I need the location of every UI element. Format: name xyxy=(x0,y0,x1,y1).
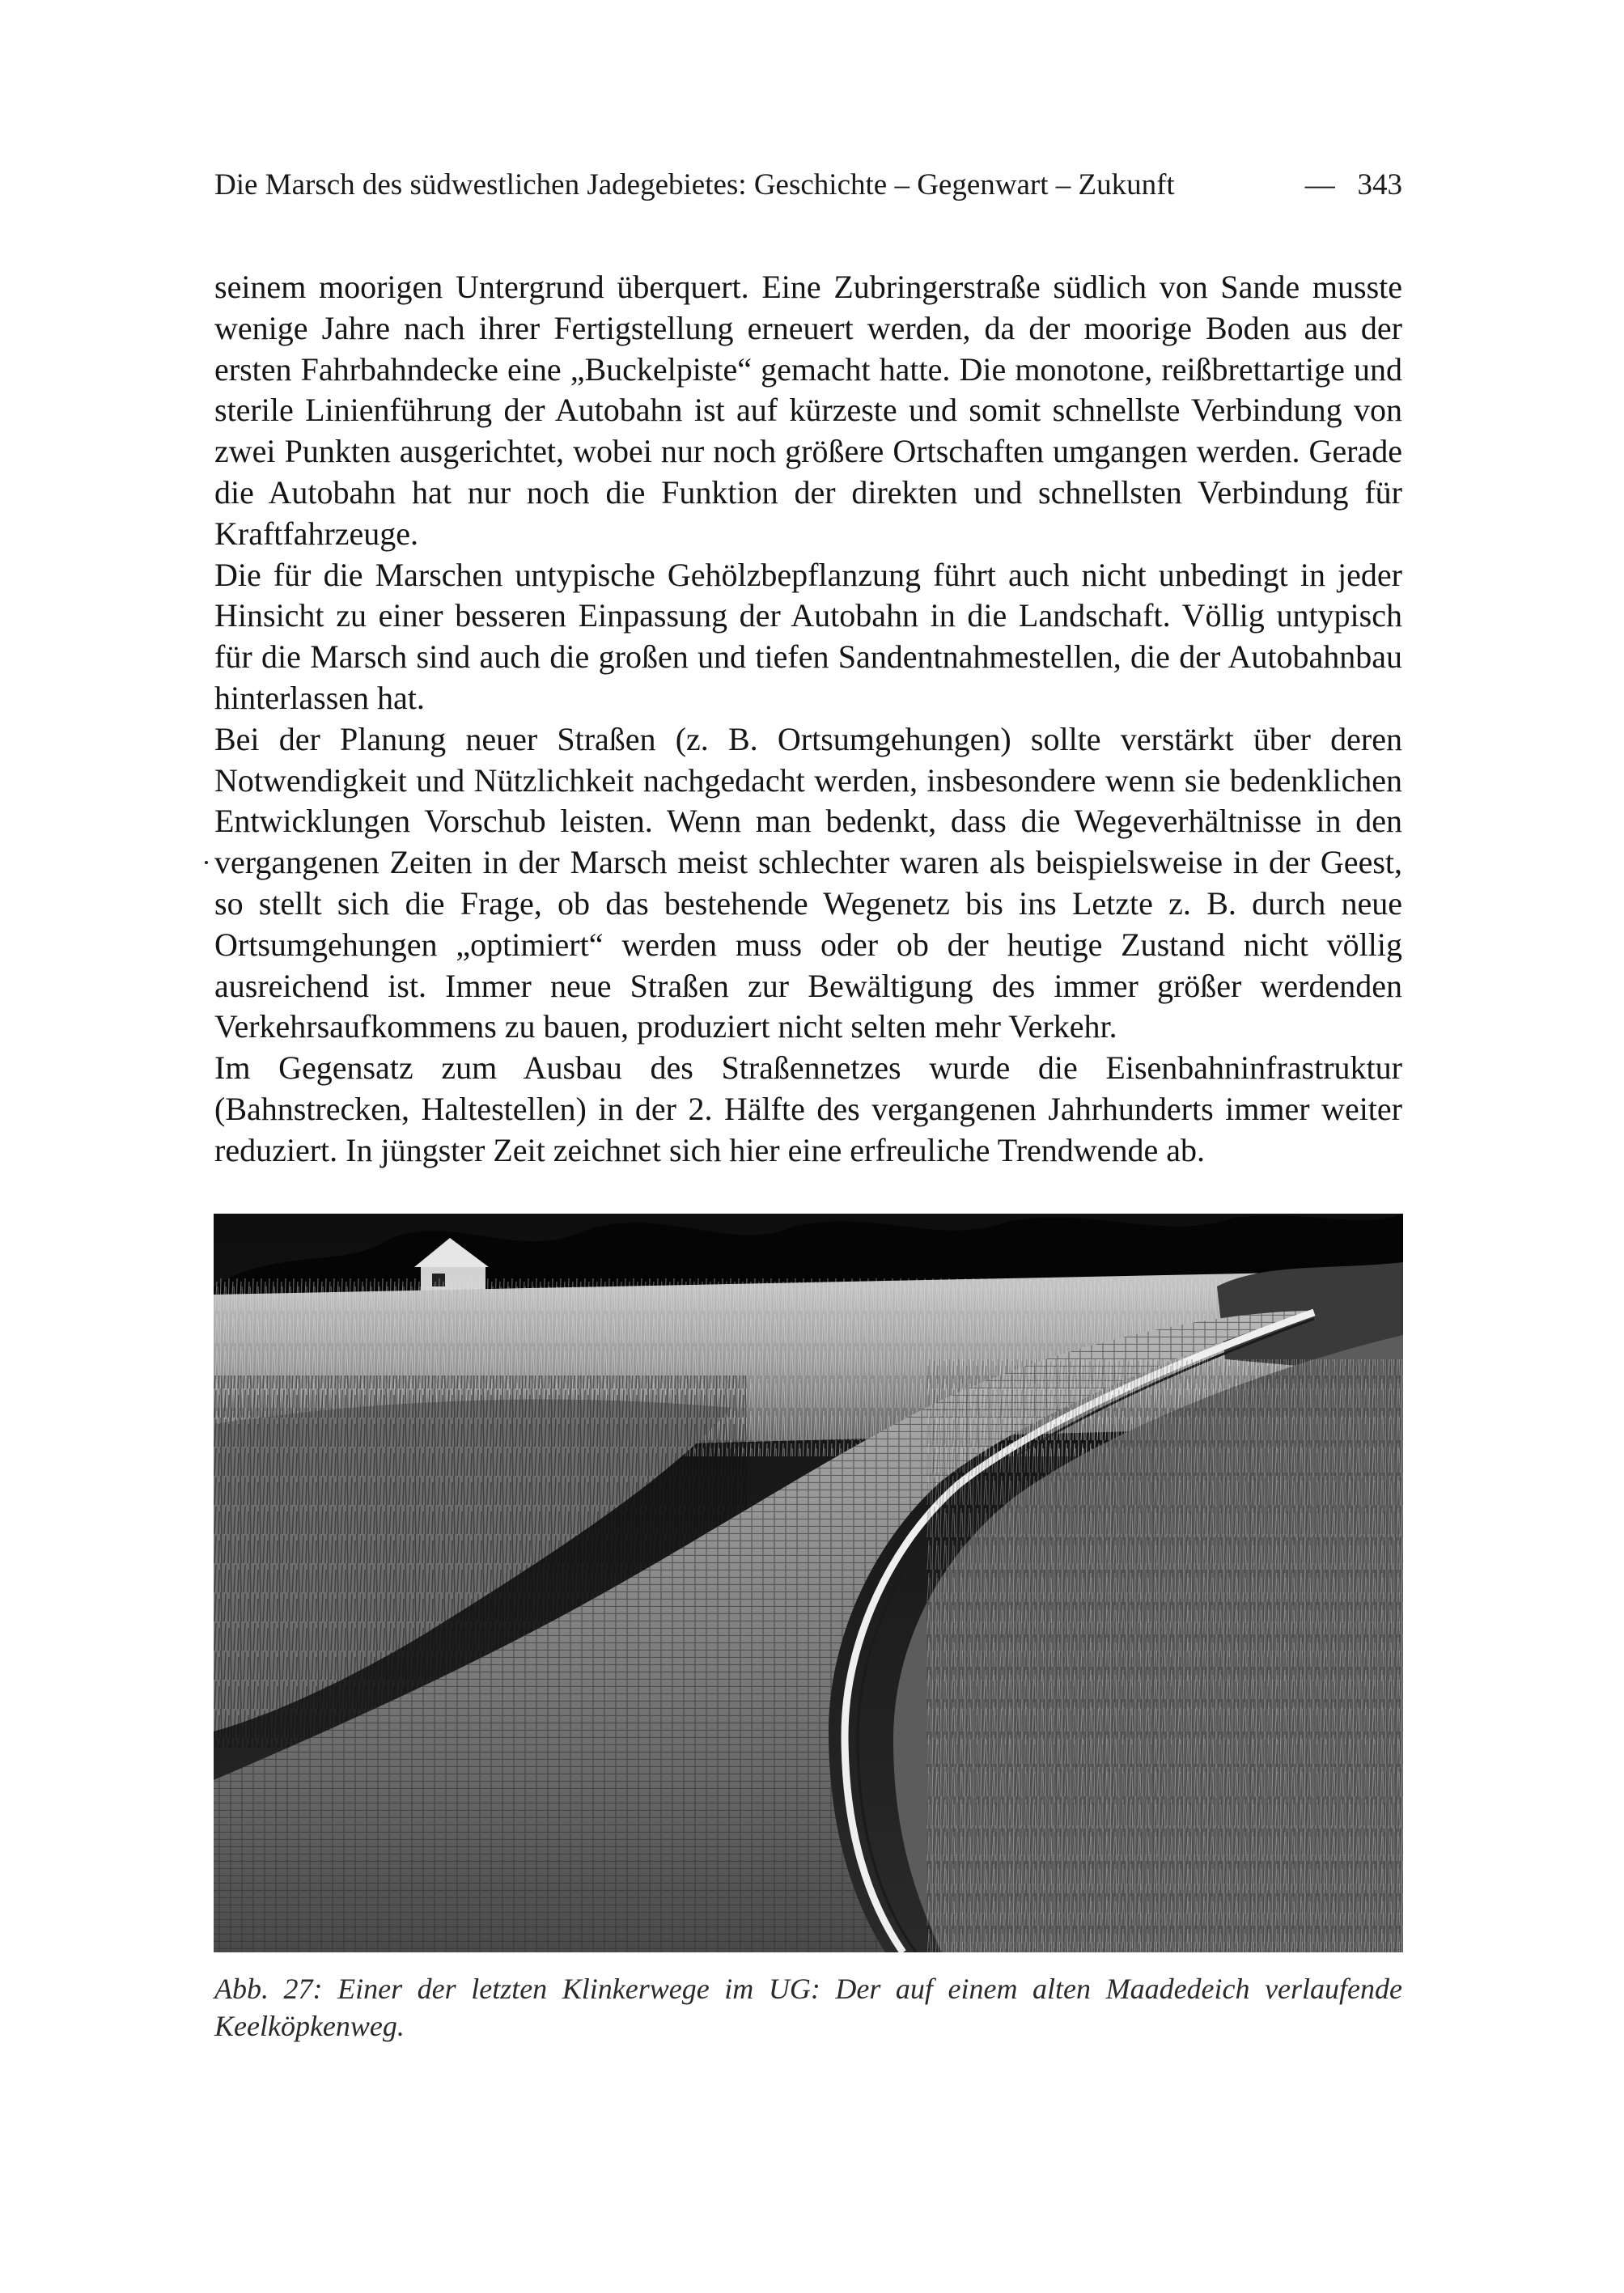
page-number: 343 xyxy=(1357,168,1402,201)
caption-line-1: Abb. 27: Einer der letzten Klinkerwege im UG: Der auf einem alten Maadedeich verlaufende xyxy=(214,1973,1402,2005)
caption-line-2: Keelköpkenweg. xyxy=(214,2010,405,2042)
paragraph-1: seinem moorigen Untergrund überquert. Eine Zubringerstraße südlich von Sande musste wenige Jahre nach ihrer Fertigstellung erneuert werden, da der moorige Boden aus der ersten Fahrbahndecke eine „Buckelpiste“ gemacht hatte. Die monotone, reißbrettartige und sterile Linienführung der Autobahn ist auf kürzeste und somit schnellste Verbindung von zwei Punkten ausgerichtet, wobei nur noch größere Ortschaften umgangen werden. Gerade die Autobahn hat nur noch die Funktion der direkten und schnellsten Verbindung für Kraftfahrzeuge. xyxy=(214,269,1402,552)
paragraph-4: Im Gegensatz zum Ausbau des Straßennetzes wurde die Eisenbahninfrastruktur (Bahnstrecken, Haltestellen) in der 2. Hälfte des vergangenen Jahrhunderts immer weiter reduziert. In jüngster Zeit zeichnet sich hier eine erfreuliche Trendwende ab. xyxy=(214,1049,1402,1168)
running-head-dash: — xyxy=(1304,168,1335,201)
running-head xyxy=(214,166,1402,205)
paragraph-3: Bei der Planung neuer Straßen (z. B. Ortsumgehungen) sollte verstärkt über deren Notwendigkeit und Nützlichkeit nachgedacht werden, insbesondere wenn sie bedenklichen Entwicklungen Vorschub leisten. Wenn man bedenkt, dass die Wegeverhältnisse in den vergangenen Zeiten in der Marsch meist schlechter waren als beispielsweise in der Geest, so stellt sich die Frage, ob das bestehende Wegenetz bis ins Letzte z. B. durch neue Ortsumgehungen „optimiert“ werden muss oder ob der heutige Zustand nicht völlig ausreichend ist. Immer neue Straßen zur Bewältigung des immer größer werdenden Verkehrsaufkommens zu bauen, produziert nicht selten mehr Verkehr. xyxy=(214,720,1402,1045)
figure-caption xyxy=(214,1970,1402,2045)
running-head-page xyxy=(1305,166,1402,205)
photo-illustration xyxy=(214,1214,1403,1952)
body-text xyxy=(214,267,1402,1172)
paragraph-2: Die für die Marschen untypische Gehölzbepflanzung führt auch nicht unbedingt in jeder Hinsicht zu einer besseren Einpassung der Autobahn in die Landschaft. Völlig untypisch für die Marsch sind auch die großen und tiefen Sandentnahmestellen, die der Autobahnbau hinterlassen hat. xyxy=(214,556,1402,716)
running-head-title: Die Marsch des südwestlichen Jadegebietes: Geschichte – Gegenwart – Zukunft xyxy=(214,168,1175,201)
stray-mark xyxy=(205,861,208,864)
photo-cobblestone-path xyxy=(214,1214,1403,1952)
